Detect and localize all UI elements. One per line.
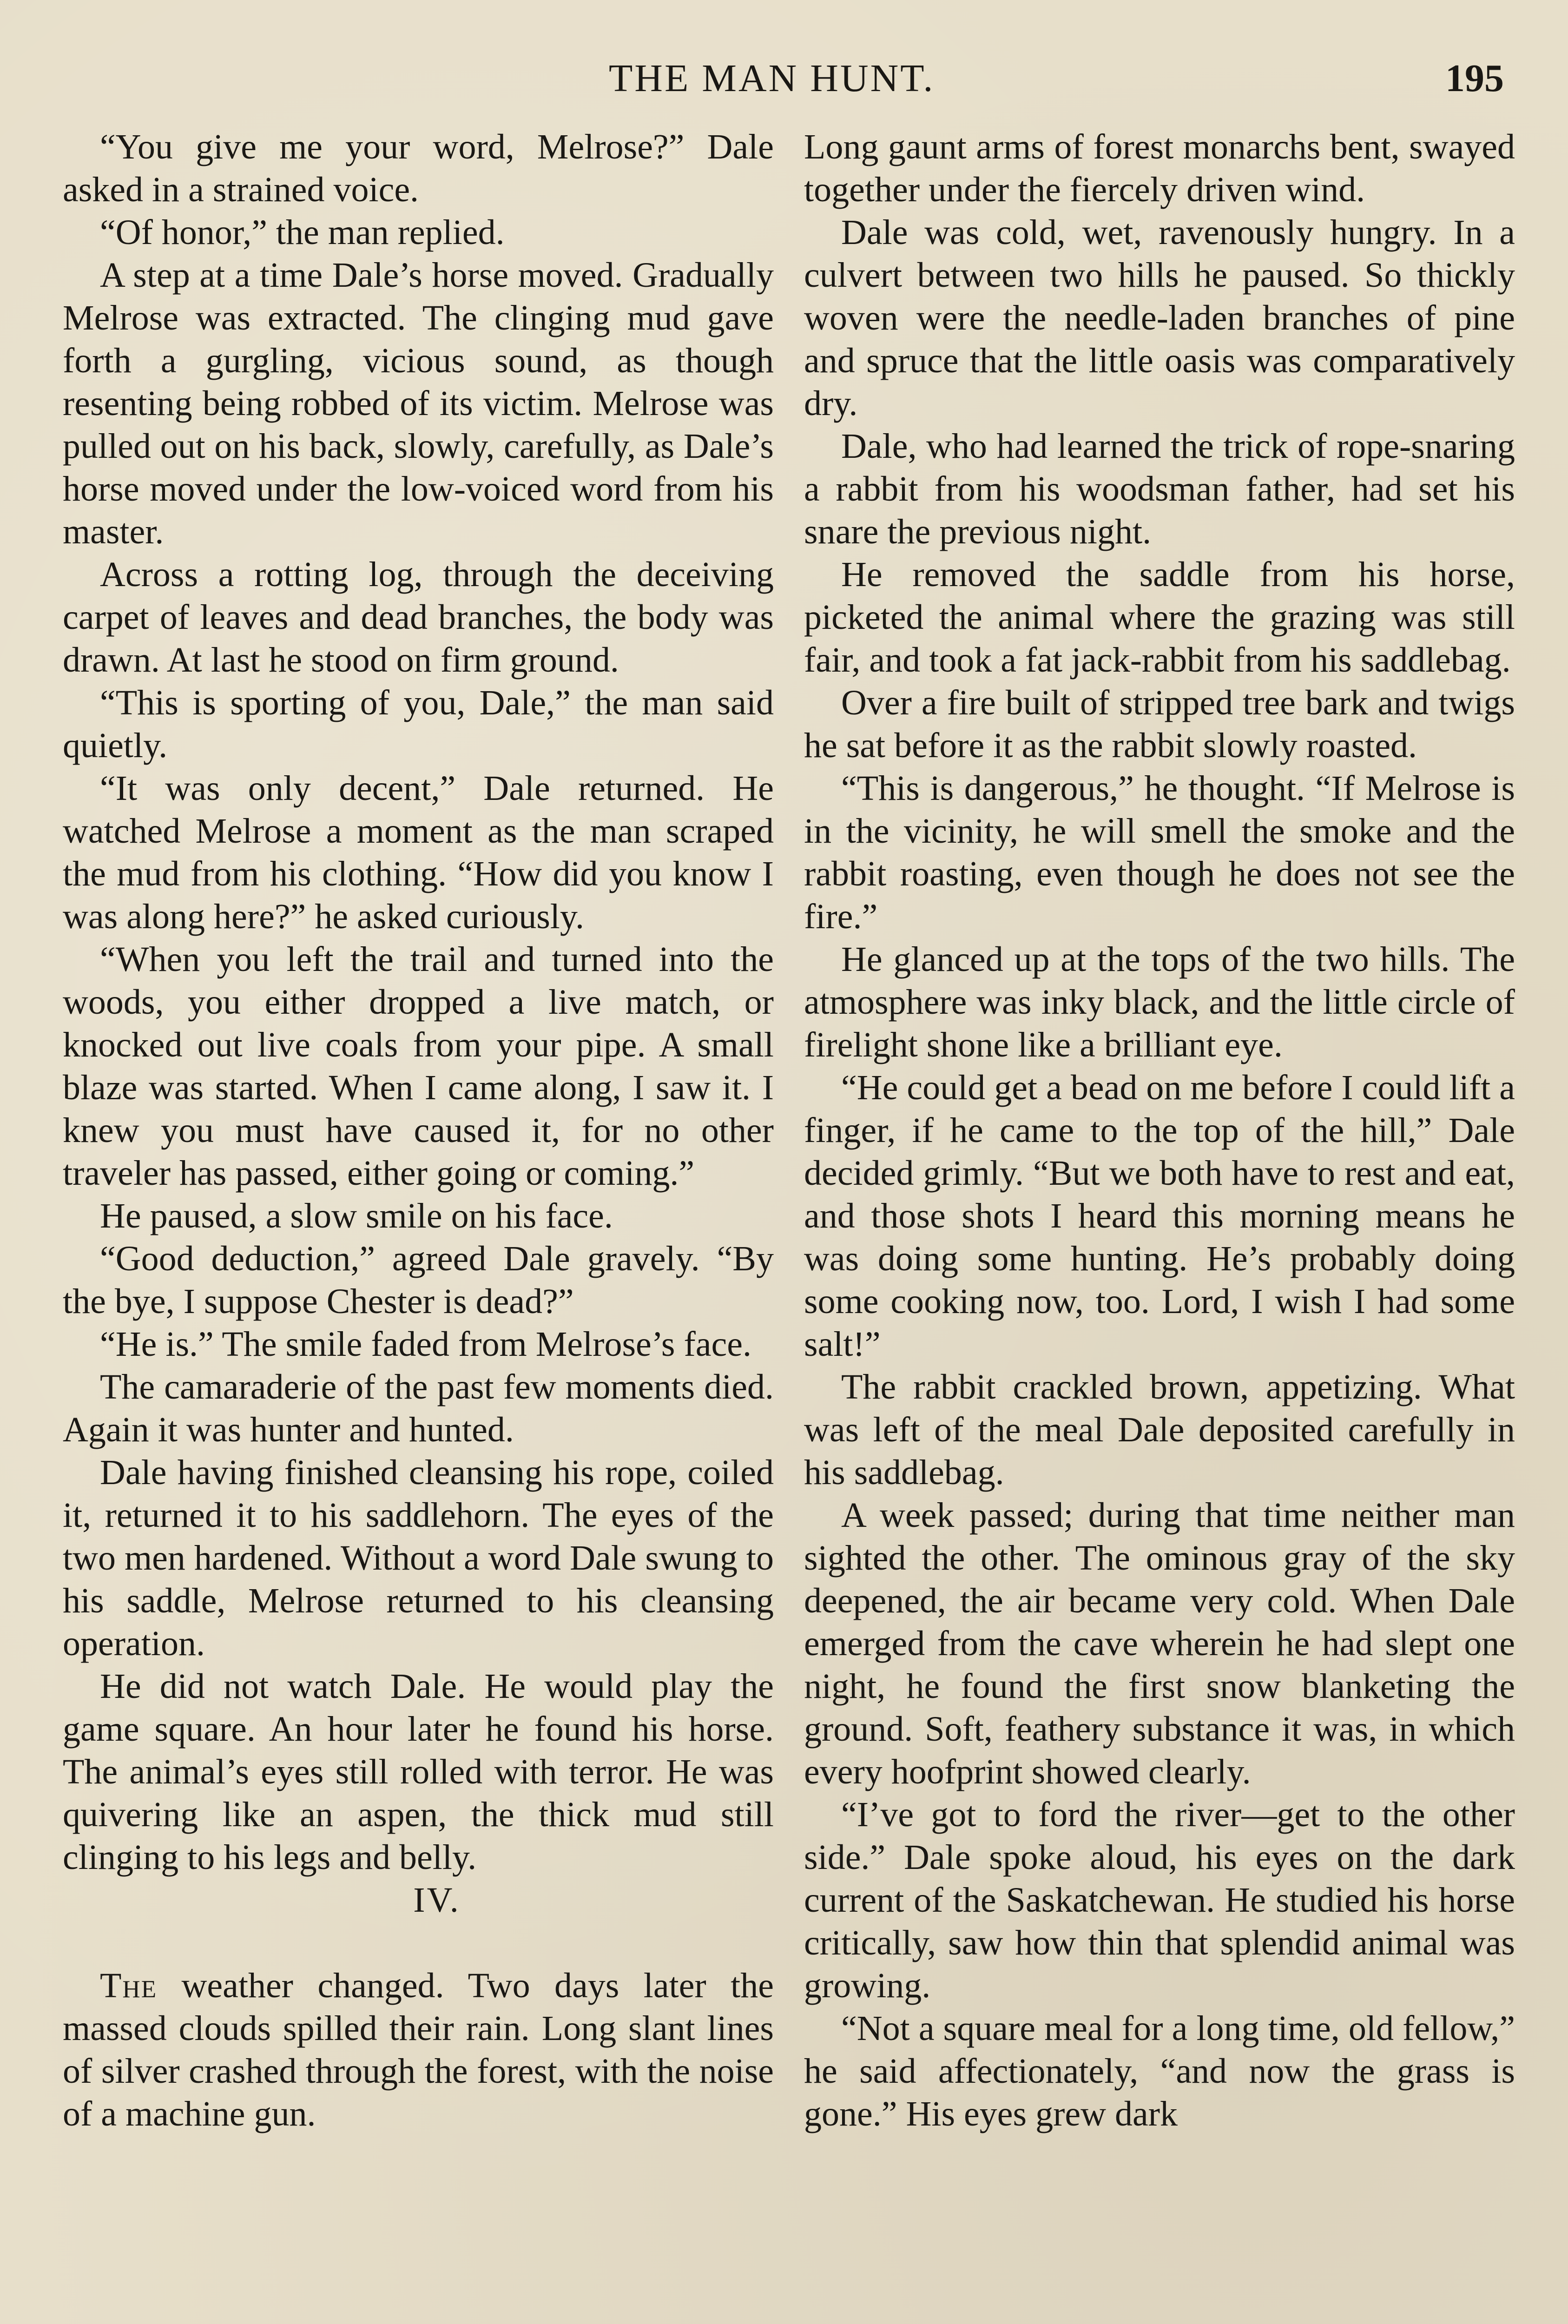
section-opening-smallcaps: The [100, 1966, 158, 2005]
paragraph: He paused, a slow smile on his face. [100, 1196, 613, 1235]
page-number: 195 [1445, 57, 1504, 100]
running-title: THE MAN HUNT. [609, 57, 935, 100]
paragraph: “Of honor,” the man replied. [100, 213, 505, 252]
right-column [804, 125, 1515, 2135]
paragraph: Dale having finished cleansing his rope, coiled it, returned it to his saddlehorn. The eyes of the two men hardened. Without a word Dale swung to his saddle, Melrose returned to his cleansing operation. [63, 1453, 774, 1663]
paragraph: “This is sporting of you, Dale,” the man said quietly. [63, 683, 774, 765]
section-heading: IV. [413, 1881, 461, 1920]
paragraph: He glanced up at the tops of the two hills. The atmosphere was inky black, and the little circle of firelight shone like a brilliant eye. [804, 940, 1515, 1064]
running-head [0, 56, 1568, 107]
paragraph: The camaraderie of the past few moments died. Again it was hunter and hunted. [63, 1367, 774, 1449]
paragraph: “I’ve got to ford the river—get to the other side.” Dale spoke aloud, his eyes on the dark current of the Saskatchewan. He studied his horse critically, saw how thin that splendid animal was growing. [804, 1795, 1515, 2005]
paragraph: Dale, who had learned the trick of rope-snaring a rabbit from his woodsman father, had set his snare the previous night. [804, 427, 1515, 551]
paragraph: “It was only decent,” Dale returned. He watched Melrose a moment as the man scraped the mud from his clothing. “How did you know I was along here?” he asked curiously. [63, 769, 774, 936]
paragraph: “You give me your word, Melrose?” Dale asked in a strained voice. [63, 127, 774, 209]
paragraph: “He could get a bead on me before I could lift a finger, if he came to the top of the hill,” Dale decided grimly. “But we both have to rest and eat, and those shots I heard this morning means he was doing some hunting. He’s probably doing some cooking now, too. Lord, I wish I had some salt!” [804, 1068, 1515, 1364]
paragraph: He removed the saddle from his horse, picketed the animal where the grazing was still fair, and took a fat jack-rabbit from his saddlebag. [804, 555, 1515, 680]
paragraph: He did not watch Dale. He would play the game square. An hour later he found his horse. The animal’s eyes still rolled with terror. He was quivering like an aspen, the thick mud still clinging to his legs and belly. [63, 1667, 774, 1877]
section-opening-text: weather changed. Two days later the massed clouds spilled their rain. Long slant lines of silver crashed through the forest, with the noise of a machine gun. [63, 1966, 774, 2133]
left-column [63, 125, 774, 2135]
paragraph: Dale was cold, wet, ravenously hungry. In a culvert between two hills he paused. So thickly woven were the needle-laden branches of pine and spruce that the little oasis was comparatively dry. [804, 213, 1515, 423]
paragraph: “When you left the trail and turned into the woods, you either dropped a live match, or knocked out live coals from your pipe. A small blaze was started. When I came along, I saw it. I knew you must have caused it, for no other traveler has passed, either going or coming.” [63, 940, 774, 1193]
paragraph: A step at a time Dale’s horse moved. Gradually Melrose was extracted. The clinging mud gave forth a gurgling, vicious sound, as though resenting being robbed of its victim. Melrose was pulled out on his back, slowly, carefully, as Dale’s horse moved under the low-voiced word from his master. [63, 256, 774, 551]
paragraph: “Not a square meal for a long time, old fellow,” he said affectionately, “and now the grass is gone.” His eyes grew dark [804, 2009, 1515, 2133]
paragraph-continued: Long gaunt arms of forest monarchs bent, swayed together under the fiercely driven wind. [804, 127, 1515, 209]
paragraph: “Good deduction,” agreed Dale gravely. “By the bye, I suppose Chester is dead?” [63, 1239, 774, 1321]
paragraph: A week passed; during that time neither man sighted the other. The ominous gray of the sky deepened, the air became very cold. When Dale emerged from the cave wherein he had slept one night, he found the first snow blanketing the ground. Soft, feathery substance it was, in which every hoofprint showed clearly. [804, 1496, 1515, 1791]
section-opening-paragraph [63, 1964, 774, 2135]
paragraph: The rabbit crackled brown, appetizing. What was left of the meal Dale deposited carefully in his saddlebag. [804, 1367, 1515, 1492]
paragraph: Across a rotting log, through the deceiving carpet of leaves and dead branches, the body was drawn. At last he stood on firm ground. [63, 555, 774, 680]
paragraph: “He is.” The smile faded from Melrose’s face. [100, 1325, 751, 1364]
paragraph: Over a fire built of stripped tree bark and twigs he sat before it as the rabbit slowly roasted. [804, 683, 1515, 765]
paragraph: “This is dangerous,” he thought. “If Melrose is in the vicinity, he will smell the smoke and the rabbit roasting, even though he does not see the fire.” [804, 769, 1515, 936]
